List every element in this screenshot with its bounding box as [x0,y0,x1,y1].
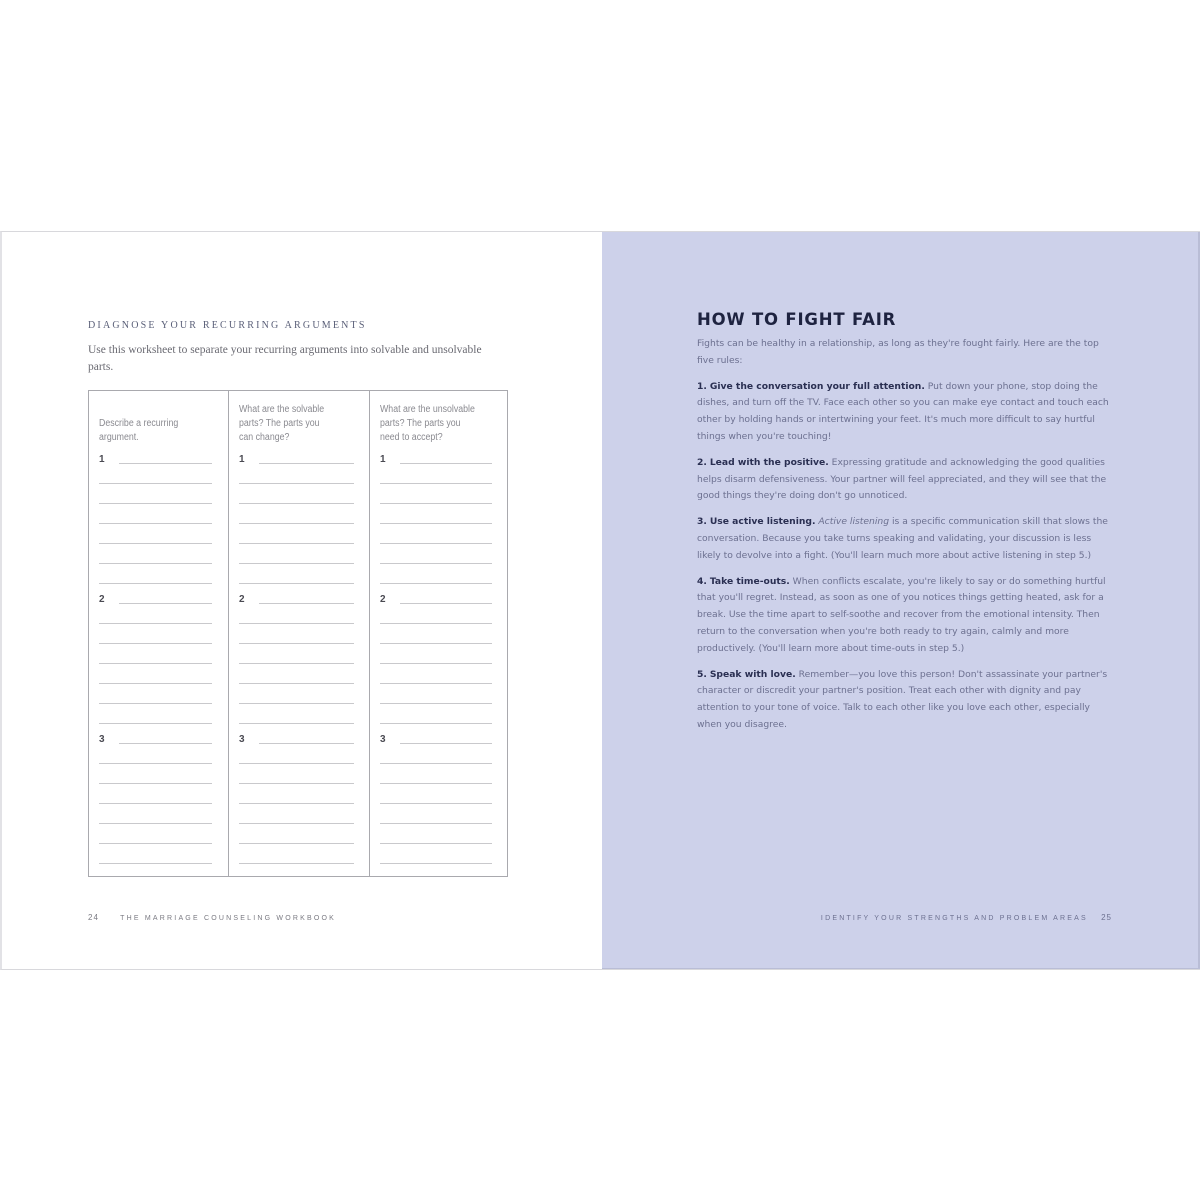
writing-line[interactable] [380,843,492,844]
writing-line[interactable] [380,723,492,724]
writing-line[interactable] [239,863,354,864]
writing-line[interactable] [380,683,492,684]
writing-line[interactable] [400,743,492,744]
writing-line[interactable] [239,843,354,844]
running-head: IDENTIFY YOUR STRENGTHS AND PROBLEM AREAS [820,915,1088,922]
writing-line[interactable] [380,543,492,544]
column-header: What are the solvable parts? The parts you can change? [239,404,325,443]
rule-text-italic: Active listening [815,516,890,528]
writing-line[interactable] [380,523,492,524]
section-number: 1 [99,454,105,465]
writing-line[interactable] [239,563,354,564]
writing-line[interactable] [99,583,212,584]
writing-line[interactable] [99,543,212,544]
rule-text: Remember—you love this person! Don't assassinate your partner's character or discredit your partner's position. Treat each other with dignity and pay attention to your tone of voice. Talk to each other like you love each other, especially when you disagree. [697,668,1108,730]
writing-line[interactable] [99,483,212,484]
writing-line[interactable] [239,703,354,704]
writing-line[interactable] [400,603,492,604]
writing-line[interactable] [239,683,354,684]
section-number: 3 [380,734,386,745]
rule-number: 1. [697,380,707,392]
section-number: 1 [380,454,386,465]
writing-line[interactable] [239,783,354,784]
writing-line[interactable] [259,463,354,464]
writing-line[interactable] [239,623,354,624]
rule-item [697,455,1117,505]
rule-text: is a specific communication skill that slows the conversation. Because you take turns speaking and validating, your discussion is less likely to devolve into a fight. (You'll learn much more about active listening in step 5.) [697,516,1108,561]
intro-paragraph: Fights can be healthy in a relationship, as long as they're fought fairly. Here are the top five rules: [697,338,1099,366]
rule-text: Expressing gratitude and acknowledging the good qualities helps disarm defensiveness. Your partner will feel appreciated, and they will see that the good things they're doing don't go unnoticed. [697,456,1107,502]
writing-line[interactable] [99,763,212,764]
rule-heading: Speak with love. [709,668,796,680]
section-number: 3 [99,734,105,745]
writing-line[interactable] [239,503,354,504]
rule-heading: Take time-outs. [709,575,790,587]
writing-line[interactable] [99,683,212,684]
writing-line[interactable] [239,523,354,524]
right-page [602,232,1200,969]
writing-line[interactable] [99,783,212,784]
rule-heading: Use active listening. [709,516,816,528]
writing-line[interactable] [99,703,212,704]
writing-line[interactable] [239,823,354,824]
worksheet-table [88,390,508,877]
worksheet-title: DIAGNOSE YOUR RECURRING ARGUMENTS [88,320,367,331]
rule-item [697,514,1117,564]
rule-text: Put down your phone, stop doing the dishes, and turn off the TV. Face each other so you can make eye contact and touch each other by holding hands or intertwining your feet. It's much more difficult to say hurtful things when you're touching! [697,380,1109,442]
rule-number: 3. [697,516,707,528]
writing-line[interactable] [239,483,354,484]
rule-number: 4. [697,575,707,587]
writing-line[interactable] [380,563,492,564]
writing-line[interactable] [259,603,354,604]
writing-line[interactable] [380,643,492,644]
writing-line[interactable] [380,863,492,864]
writing-line[interactable] [380,503,492,504]
writing-line[interactable] [380,823,492,824]
footer-right [821,913,1112,922]
worksheet-column-describe [89,391,228,876]
section-number: 3 [239,734,245,745]
writing-line[interactable] [380,663,492,664]
rule-item [697,574,1117,658]
writing-line[interactable] [99,843,212,844]
writing-line[interactable] [99,663,212,664]
writing-line[interactable] [239,763,354,764]
writing-line[interactable] [380,623,492,624]
writing-line[interactable] [99,623,212,624]
writing-line[interactable] [119,743,212,744]
rule-number: 2. [697,456,707,468]
running-head: THE MARRIAGE COUNSELING WORKBOOK [120,915,337,922]
writing-line[interactable] [99,823,212,824]
rule-text: When conflicts escalate, you're likely to say or do something hurtful that you'll regret. Instead, as soon as one of you notices things getting heated, ask for a break. Use the time apart to self-soothe and recover from the emotional intensity. Then return to the conversation when you're both ready to try again, calmly and more productively. (You'll learn more about time-outs in step 5.) [697,575,1106,654]
page-number: 24 [88,913,99,922]
writing-line[interactable] [239,723,354,724]
section-number: 2 [380,594,386,605]
writing-line[interactable] [239,643,354,644]
writing-line[interactable] [239,583,354,584]
left-page [2,232,602,969]
rule-heading: Give the conversation your full attention. [709,380,925,392]
writing-line[interactable] [380,703,492,704]
writing-line[interactable] [259,743,354,744]
writing-line[interactable] [239,803,354,804]
column-header: Describe a recurring argument. [99,418,179,443]
fight-fair-body [697,336,1117,743]
writing-line[interactable] [239,663,354,664]
writing-line[interactable] [99,863,212,864]
writing-line[interactable] [119,603,212,604]
worksheet-intro: Use this worksheet to separate your recurring arguments into solvable and unsolvable parts. [88,344,482,373]
page-number: 25 [1101,913,1112,922]
writing-line[interactable] [119,463,212,464]
writing-line[interactable] [99,803,212,804]
worksheet-column-unsolvable [369,391,507,876]
writing-line[interactable] [400,463,492,464]
column-header: What are the unsolvable parts? The parts you need to accept? [380,404,475,443]
writing-line[interactable] [99,643,212,644]
page-title: HOW TO FIGHT FAIR [697,310,897,329]
writing-line[interactable] [380,783,492,784]
writing-line[interactable] [380,803,492,804]
rule-item [697,379,1117,446]
section-number: 1 [239,454,245,465]
rule-item [697,667,1117,734]
book-spread [0,231,1200,970]
writing-line[interactable] [99,523,212,524]
footer-left [88,913,336,922]
writing-line[interactable] [239,543,354,544]
rule-number: 5. [697,668,707,680]
writing-line[interactable] [380,763,492,764]
writing-line[interactable] [380,583,492,584]
section-number: 2 [239,594,245,605]
section-number: 2 [99,594,105,605]
writing-line[interactable] [380,483,492,484]
worksheet-column-solvable [228,391,369,876]
writing-line[interactable] [99,563,212,564]
writing-line[interactable] [99,723,212,724]
writing-line[interactable] [99,503,212,504]
rule-heading: Lead with the positive. [709,456,829,468]
